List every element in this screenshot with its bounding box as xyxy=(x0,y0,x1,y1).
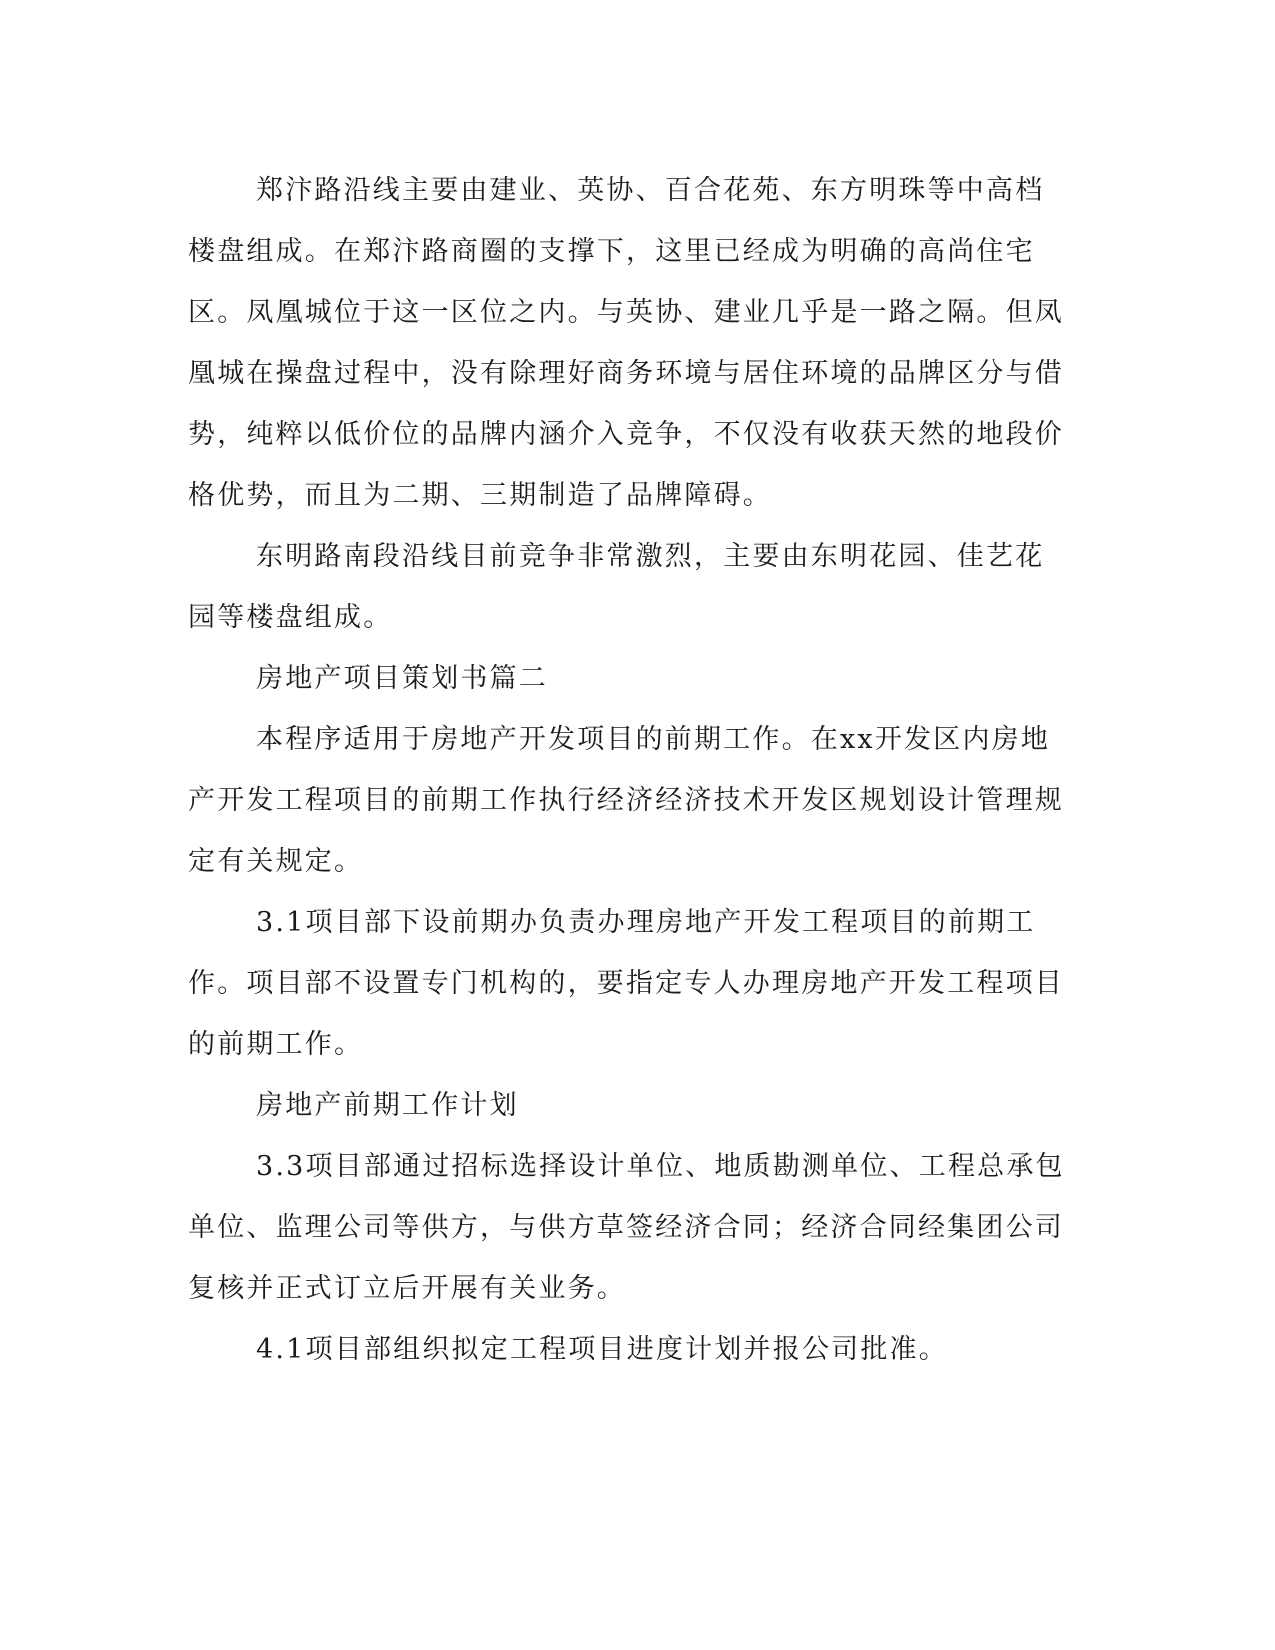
section-heading-plan-two: 房地产项目策划书篇二 xyxy=(256,663,548,694)
paragraph-procedure-scope: 本程序适用于房地产开发项目的前期工作。在xx开发区内房地产开发工程项目的前期工作执行经济经济技术开发区规划设计管理规定有关规定。 xyxy=(188,724,1064,877)
paragraph-dongming-road: 东明路南段沿线目前竞争非常激烈，主要由东明花园、佳艺花园等楼盘组成。 xyxy=(188,541,1045,633)
paragraph-clause-3-1: 3.1项目部下设前期办负责办理房地产开发工程项目的前期工作。项目部不设置专门机构的，要指定专人办理房地产开发工程项目的前期工作。 xyxy=(188,907,1064,1060)
paragraph-clause-3-3: 3.3项目部通过招标选择设计单位、地质勘测单位、工程总承包单位、监理公司等供方，与供方草签经济合同；经济合同经集团公司复核并正式订立后开展有关业务。 xyxy=(188,1151,1065,1304)
paragraph-zhengbian-road: 郑汴路沿线主要由建业、英协、百合花苑、东方明珠等中高档楼盘组成。在郑汴路商圈的支撑下，这里已经成为明确的高尚住宅区。凤凰城位于这一区位之内。与英协、建业几乎是一路之隔。但凤凰城在操盘过程中，没有除理好商务环境与居住环境的品牌区分与借势，纯粹以低价位的品牌内涵介入竞争，不仅没有收获天然的地段价格优势，而且为二期、三期制造了品牌障碍。 xyxy=(188,175,1064,511)
paragraph-clause-4-1: 4.1项目部组织拟定工程项目进度计划并报公司批准。 xyxy=(256,1334,948,1365)
section-heading-preliminary-plan: 房地产前期工作计划 xyxy=(256,1090,519,1121)
document-body xyxy=(188,160,1068,1380)
